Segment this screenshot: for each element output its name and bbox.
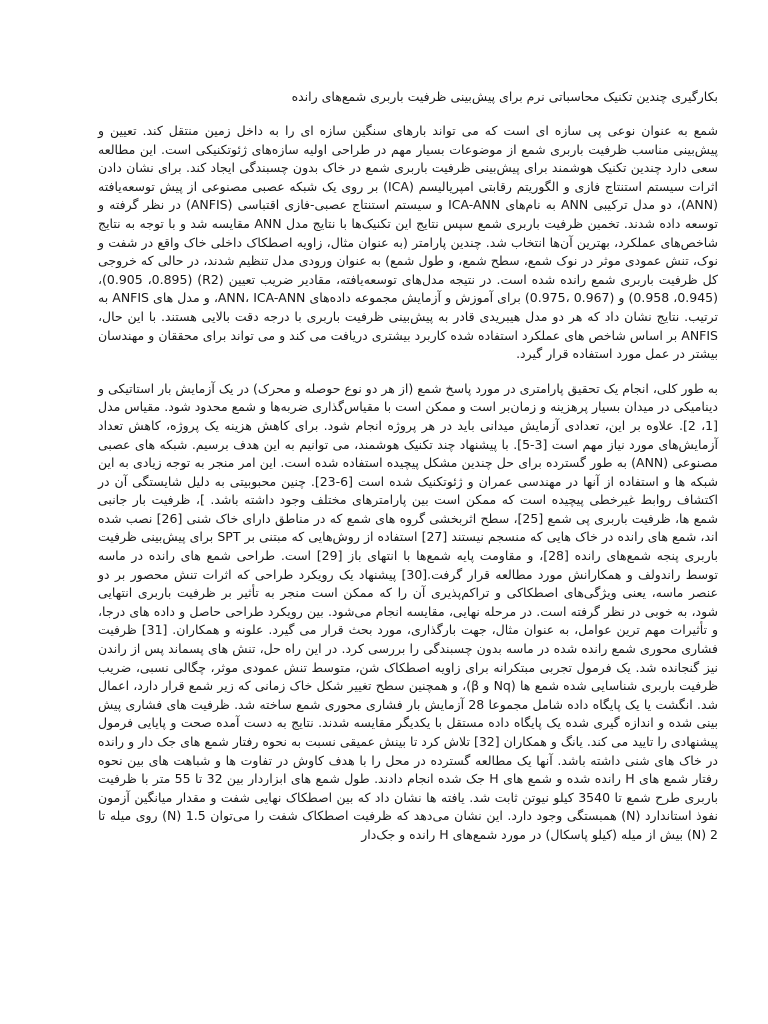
abstract-paragraph: شمع به عنوان نوعی پی سازه ای است که می تواند بارهای سنگین سازه ای را به داخل زمین منتقل کند. تعیین و پیش‌بینی مناسب ظرفیت باربری شمع از موضوعات بسیار مهم در طراحی اولیه سازه‌های ژئوتکنیکی است. این مطالعه سعی دارد چندین تکنیک هوشمند برای پیش‌بینی ظرفیت باربری شمع در خاک بدون چسبندگی ایجاد کند. برای نشان دادن اثرات سیستم استنتاج فازی و الگوریتم رقابتی امپریالیسم (ICA) بر روی یک شبکه عصبی مصنوعی از پیش توسعه‌یافته (ANN)، دو مدل ترکیبی ANN به نام‌های ICA-ANN و سیستم استنتاج عصبی-فازی اقتباسی (ANFIS) در نظر گرفته و توسعه داده شدند. تخمین ظرفیت باربری شمع سپس نتایج این تکنیک‌ها با نتایج مدل ANN مقایسه شد و با توجه به نتایج شاخص‌های عملکرد، بهترین آن‌ها انتخاب شد. چندین پارامتر (به عنوان مثال، زاویه اصطکاک داخلی خاک واقع در شفت و نوک، تنش عمودی موثر در نوک شمع، سطح شمع، و طول شمع) به عنوان ورودی مدل تنظیم شدند، در حالی که خروجی کل ظرفیت باربری شمع رانده شده است. در نتیجه مدل‌های توسعه‌یافته، مقادیر ضریب تعیین (R2) (0.905 ،0.895)، (0.958 ،0.945) و (0.967 ،0.975) برای آموزش و آزمایش مجموعه داده‌های ANN، ICA-ANN، و مدل های ANFIS به ترتیب. نتایج نشان داد که هر دو مدل هیبریدی قادر به پیش‌بینی ظرفیت باربری با درجه دقت بالایی هستند. با این حال، ANFIS بر اساس شاخص های عملکرد استفاده شده کاربرد بیشتری دریافت می کند و می تواند برای محققان و مهندسان بیشتر در عمل مورد استفاده قرار گیرد. bbox=[98, 123, 719, 362]
document-title: بکارگیری چندین تکنیک محاسباتی نرم برای پیش‌بینی ظرفیت باربری شمع‌های رانده bbox=[291, 89, 718, 104]
document-page bbox=[98, 88, 718, 861]
body-paragraph: به طور کلی، انجام یک تحقیق پارامتری در مورد پاسخ شمع (از هر دو نوع حوصله و محرک) در یک آزمایش بار استاتیکی و دینامیکی در میدان بسیار پرهزینه و زمان‌بر است و ممکن است با مقیاس‌گذاری ضربه‌ها و شمع محدود شود. مقیاس مدل [1، 2]. علاوه بر این، تعدادی آزمایش میدانی باید در هر پروژه انجام شود. برای کاهش هزینه یک پروژه، کاهش تعداد آزمایش‌های مورد نیاز مهم است [3-5]. با پیشنهاد چند تکنیک هوشمند، می توانیم به این هدف برسیم. شبکه های عصبی مصنوعی (ANN) به طور گسترده برای حل چندین مشکل پیچیده استفاده شده است. این امر منجر به توجه زیادی به این شبکه ها و استفاده از آنها در مهندسی عمران و ژئوتکنیک شده است [6-23]. چنین محبوبیتی به دلیل شایستگی آن در اکتشاف روابط غیرخطی پیچیده است که ممکن است بین پارامترهای مختلف وجود داشته باشد. ]، ظرفیت بار جانبی شمع ها، ظرفیت باربری پی شمع [25]، سطح اثربخشی گروه های شمع که در مناطق دارای خاک شنی [26] نصب شده اند، شمع های رانده در خاک هایی که منسجم نیستند [27] استفاده از روش‌هایی که مبتنی بر SPT برای پیش‌بینی ظرفیت باربری پنجه شمع‌های رانده [28]، و مقاومت پایه شمع‌ها با انتهای باز [29] است. طراحی شمع های رانده در ماسه توسط راندولف و همکارانش مورد مطالعه قرار گرفت.[30] پیشنهاد یک رویکرد طراحی که اثرات تنش محصور بر دو عنصر ماسه، یعنی ویژگی‌های اصطکاکی و تراکم‌پذیری آن را که ممکن است منجر به تأثیر بر ظرفیت باربری انتهایی شود، به خوبی در نظر گرفته است. در مرحله نهایی، مقایسه انجام می‌شود. بین رویکرد طراحی حاصل و داده های درجا، و تأثیرات مهم ترین عوامل، به عنوان مثال، جهت بارگذاری، مورد بحث قرار می گیرد. علونه و همکاران. [31] ظرفیت فشاری محوری شمع رانده شده در ماسه بدون چسبندگی را بررسی کرد. در این راه حل، تنش های پسماند پس از راندن نیز گنجانده شد. یک فرمول تجربی مبتکرانه برای زاویه اصطکاک شن، متوسط تنش عمودی موثر، چگالی نسبی، ضریب ظرفیت باربری شناسایی شده شمع ها (Nq و β)، و همچنین سطح تغییر شکل خاک زمانی که زیر شمع قرار دارد، اعمال شد. انگشت یا یک پایگاه داده شامل مجموعا 28 آزمایش بار فشاری محوری شمع ساخته شد. ظرفیت های فشاری پیش بینی شده و اندازه گیری شده یک پایگاه داده مستقل با یکدیگر مقایسه شدند. نتایج به دست آمده صحت و پایایی فرمول پیشنهادی را تایید می کند. یانگ و همکاران [32] تلاش کرد تا بینش عمیقی نسبت به نحوه رفتار شمع های جک دار و رانده در خاک های شنی داشته باشد. آنها یک مطالعه گسترده در محل را با هدف کاوش در تفاوت ها و شباهت های بین نحوه رفتار شمع های H رانده شده و شمع های H جک شده انجام دادند. طول شمع های ابزاردار بین 32 تا 55 متر با ظرفیت باربری طرح شمع تا 3540 کیلو نیوتن ثابت شد. یافته ها نشان داد که بین اصطکاک نهایی شفت و مقدار میانگین آزمون نفوذ استاندارد (N) همبستگی وجود دارد. این نشان می‌دهد که ظرفیت اصطکاک شفت را می‌توان 1.5 (N) روی میله تا 2 (N) بیش از میله (کیلو پاسکال) در مورد شمع‌های H رانده و جک‌دار bbox=[98, 380, 719, 842]
